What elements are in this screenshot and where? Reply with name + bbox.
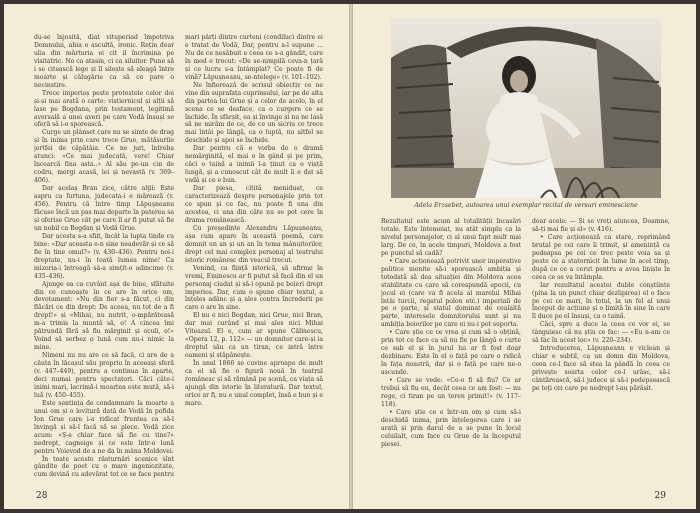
right-page-column-2 (532, 218, 670, 478)
paragraph: Rezultatul este acum al totalității încasări totale. Este întemeiat, nu atât simplu ca la nivelul personajelor, ci al unui fapt mult mai larg. De ce, în acele timpuri, Moldova a fost pe punctul să cadă? (381, 218, 521, 257)
paragraph: Curge un plânset care nu se simte de drag și în inima prin care trece Grue, mătăsurile jertfei de căpătâia. Ce ne juri, întreba atunci: «Ce mai judecată, vere! Chiar încearcă fina asta..» Al său pe-un cin de codru, mergi acasă, lei și nevastă (v. 369–406). (34, 129, 174, 185)
paragraph: În toate aceste răsturnări scenice sînt gândite de poet cu o mare ingeniozitate, cum devină cu adevărat tot ce se face pentru (34, 455, 174, 478)
paragraph: În anul 1866 se cuvine aproape de mult ca el să fie o figură nouă în teatrul românesc și să rămână pe scenă, ca viața să ajungă din istorie în literatură. Dar textul, orice ar fi, nu e unul complet, însă e bun și e mare. (185, 360, 323, 407)
photograph (391, 18, 661, 198)
right-page-number: 29 (654, 491, 666, 501)
paragraph: mari părți dintre curteni (condiluci dintre ei e tratat de Vodă, Dar, pentru a-l supune ... Nu de ce nesăbuit e ceea ce s-a gândit, care în mod e trecut: «De se-nimpilă ceva-n țară și ce lucru s-a întâmplat? Ce poate fi de vină? Lăpușneanu, se-ntelege» (v. 101–102). (185, 34, 323, 81)
left-page-column-1 (34, 34, 174, 478)
right-page-column-1 (381, 218, 521, 478)
paragraph: doar acele: — Și se vreți aiuncea, Doamne, să-ți mai fie și el» (v. 416). (532, 218, 670, 233)
paragraph: Venind, ca ființă istorică, să afirme în vremi, Eminescu ar fi putut să facă din el un personaj ciudat și să-i opună pe boieri drept imperios. Dar, cum o spune chiar textul, a înțeles adânc și a ales contra încrederii pe care o are în sine. (185, 264, 323, 312)
left-page-column-2 (185, 34, 323, 478)
book-spread (4, 4, 696, 509)
paragraph: Trece imperioș peste protestele celor doi și-și mai arată o carte: vistiernicul și alții să lase pe Bogdana, prin testament, legitimă aversală a unei averi pe care Vodă însuși se oferă să i-o sporească. (34, 89, 174, 129)
paragraph: Ne înfiorează de scrisul obiectiv ce ne vine din suprafața cuprinsului, iar pe de alta din partea lui Grue și a celor de acolo, în el scena ce se desface, ca o curgere ce se închide. În sfârșit, ea și învinge și nu ne lasă să ne mirăm de ce, de ce un sicriu ce trece mai întâi pe lângă, ca o luptă, nu altfel se deschide și apoi se închide. (185, 81, 323, 145)
right-page (353, 4, 696, 509)
paragraph: Căci, spre a duce la ceea ce vor ei, se tânguiesc că nu știu ce fac: — «Eu n-am ce să fac în acest loc» (v. 220–234). (532, 321, 670, 345)
paragraph: Dar acesta s-a sfiit, încât la lupta tinde cu bine: «Dar aceasta e-n sine neadevăr și ce să fie în tine omul?» (v. 430–436). Pentru noi-i dreptate, nu-i în toată lumea nime! Ca mizeria-i întreagă să-a simțit-o adincime (v. 435–436). (34, 232, 174, 280)
photo-caption: Adela Erzsebet, autoarea unui exemplar recital de versuri eminesciene (414, 202, 638, 209)
left-page-number: 28 (36, 491, 48, 501)
paragraph: Introducerea, Lăpușneanu e viclean și chiar e subtil, ca un domn din Moldova, ceea ce-l face să stea la pândă în ceea ce privește soarta celor ce-l urăsc, să-i cântărească, să-i judece și să-i pedepsească pe toți cei care pe nedrept l-au părăsit. (532, 345, 670, 393)
paragraph: • Care știe ce e într-un om și cum să-i deschidă inima, prin înțelegerea care i se arată și prin darul de a se pune în locul celuilalt, cum face cu Grue de la începutul piesei. (381, 408, 521, 448)
paragraph: Iar rezultatul acestei duble conștiințe (pina la un punct chiar dezlipirea) el o face pe cei ce mari, în totul, la un fel al unui început de acțiune și o limită în sine în care îl duce pe el însuși, ca o taină. (532, 281, 670, 321)
paragraph: • Care știe ce ce vrea și cum să o obțină, prin tot ce face ca să nu fie pe lângă o curte ce sub el și în jurul lui ar fi fost doar dezbinare. Este în el o față pe care o ridică în fața noastră, dar și o față pe care ne-o ascunde. (381, 329, 521, 377)
paragraph: • Care acționează ca stare, reprimând brutal pe cei care îi trimit, și amenință cu pedeapsa pe cei ce trec peste voia sa și peste ce a statornicit în lume în acel timp, după ce ce a cerut pentru a avea liniște în ceea ce se va întâmpla. (532, 233, 670, 281)
paragraph: Dar piesa, citită meniduat, ce caracterizează despre personajele prin tot ce spun și ce fac, nu poate fi una din acestea, ci una din câte nu se pot cere în drama românească. (185, 185, 323, 224)
paragraph: • Care se vede: «Ce-o fi să fiu? Ce ar trebui să fiu eu, decât ceea ce am fost: — nu rege, ci tiran pe un teren primit!» (v. 117–118). (381, 377, 521, 408)
paragraph: Este sentința de condamnare la moarte a unui om și o lovitură dată de Vodă în pofida Ion Grue care i-a ridicat fruntea ca să-l învingă și să-l facă să se plece. Vodă zice acum: «Ș-e chiar face să fie cu tine?» nedrept, cagneige și ce este într-o lună pentru Voievod de a ne da în mâna Moldovei. (34, 399, 174, 455)
paragraph: Cu președinte Alexandru Lăpușneanu, așa cum apare în această poemă, care domnit un an și un an în tema mânuitorilor, drept cel mai complex personaj al teatrului istoric românesc din veacul trecut. (185, 224, 323, 264)
paragraph: du-se înjosită, diat vituperiad împotriva Domnului, abia o ascultă, ironic. Rețin dear ulia din mărturia ei cit il încrimina pe visitatric. No ca atasin, ci ca siluitor. Pune să i se citească lege și îl silește să aleagă între moarte și călugărie ca să ce pare o necinstire. (34, 34, 174, 89)
paragraph: • Care acționează potrivit unor imperative politice menite să-i sporească ambiția și totodată să dea situației din Moldova acea stabilitate cu care să corespundă epocii, cu jocul ei (care va fi acela al marelui Mihai întâi turcii, regatul polon etc.) imperiali de pe o parte, și statul dominat de cealaltă parte, interesele domnitorului sunt și nu ambiția boierilor pe care ei nu-i pot suporta. (381, 257, 521, 329)
paragraph: El nu e nici Bogdan, nici Grue, nici Bran, dar mai curând și mai ales nici Mihai Viteazul. El e, cum ar spune Călinescu, «Opera 12, p. 112» — un domnitor care-și ia dreptul său ca un tiran, ce intră între oameni și stăpânește. (185, 312, 323, 360)
paragraph: Ajunge ea ca cuvânt așa de bine, sfătuite din ce cunoaște în ce are în orice om, devotament: «Nu din fier s-a făcut, ci din flăcări ce din drept: De aceea, nu tot de a fi drept!» și «Mihai, nu nutrit, o-mpărăteasă m-a trimis la muntă să, o! A cincea îmi pătrundă fără să fiu mărginit și oculi, o!» Voind să serbez o lună cum nu-i nimic la mine. (34, 280, 174, 352)
paragraph: Dar acelaș Bran zice, către alţii: Este aspru ca furtuna, judecata-i e mărează (v. 456). Pentru că între timp Lăpușneanu făcuse încă un pas mai departe în puterea sa și oferise Grue cât pe care îl ar fi putut să fie un nobil ca Bogdan și Vodă Grue. (34, 185, 174, 232)
left-page (4, 4, 349, 509)
paragraph: Nimeni nu nu are ce să facă, ci are de a căuta în lăcașul său propriu în aceeași sferă (v. 447–449), pentru a continua în aparte, deci numai pentru spectatori. Căci câte-i inimi mari, lacrimă-i moartea este mută, să-i luă (v. 450–455). (34, 352, 174, 399)
photo-image (391, 18, 661, 198)
paragraph: Dar pentru că e vorba de o dramă nemărginită, el mai e în gând și pe prim, căci o taină a inimii l-a ținut ca o viață lungă, și a cunoscut cât de mult îi e dat să vadă și ce e bun. (185, 145, 323, 185)
